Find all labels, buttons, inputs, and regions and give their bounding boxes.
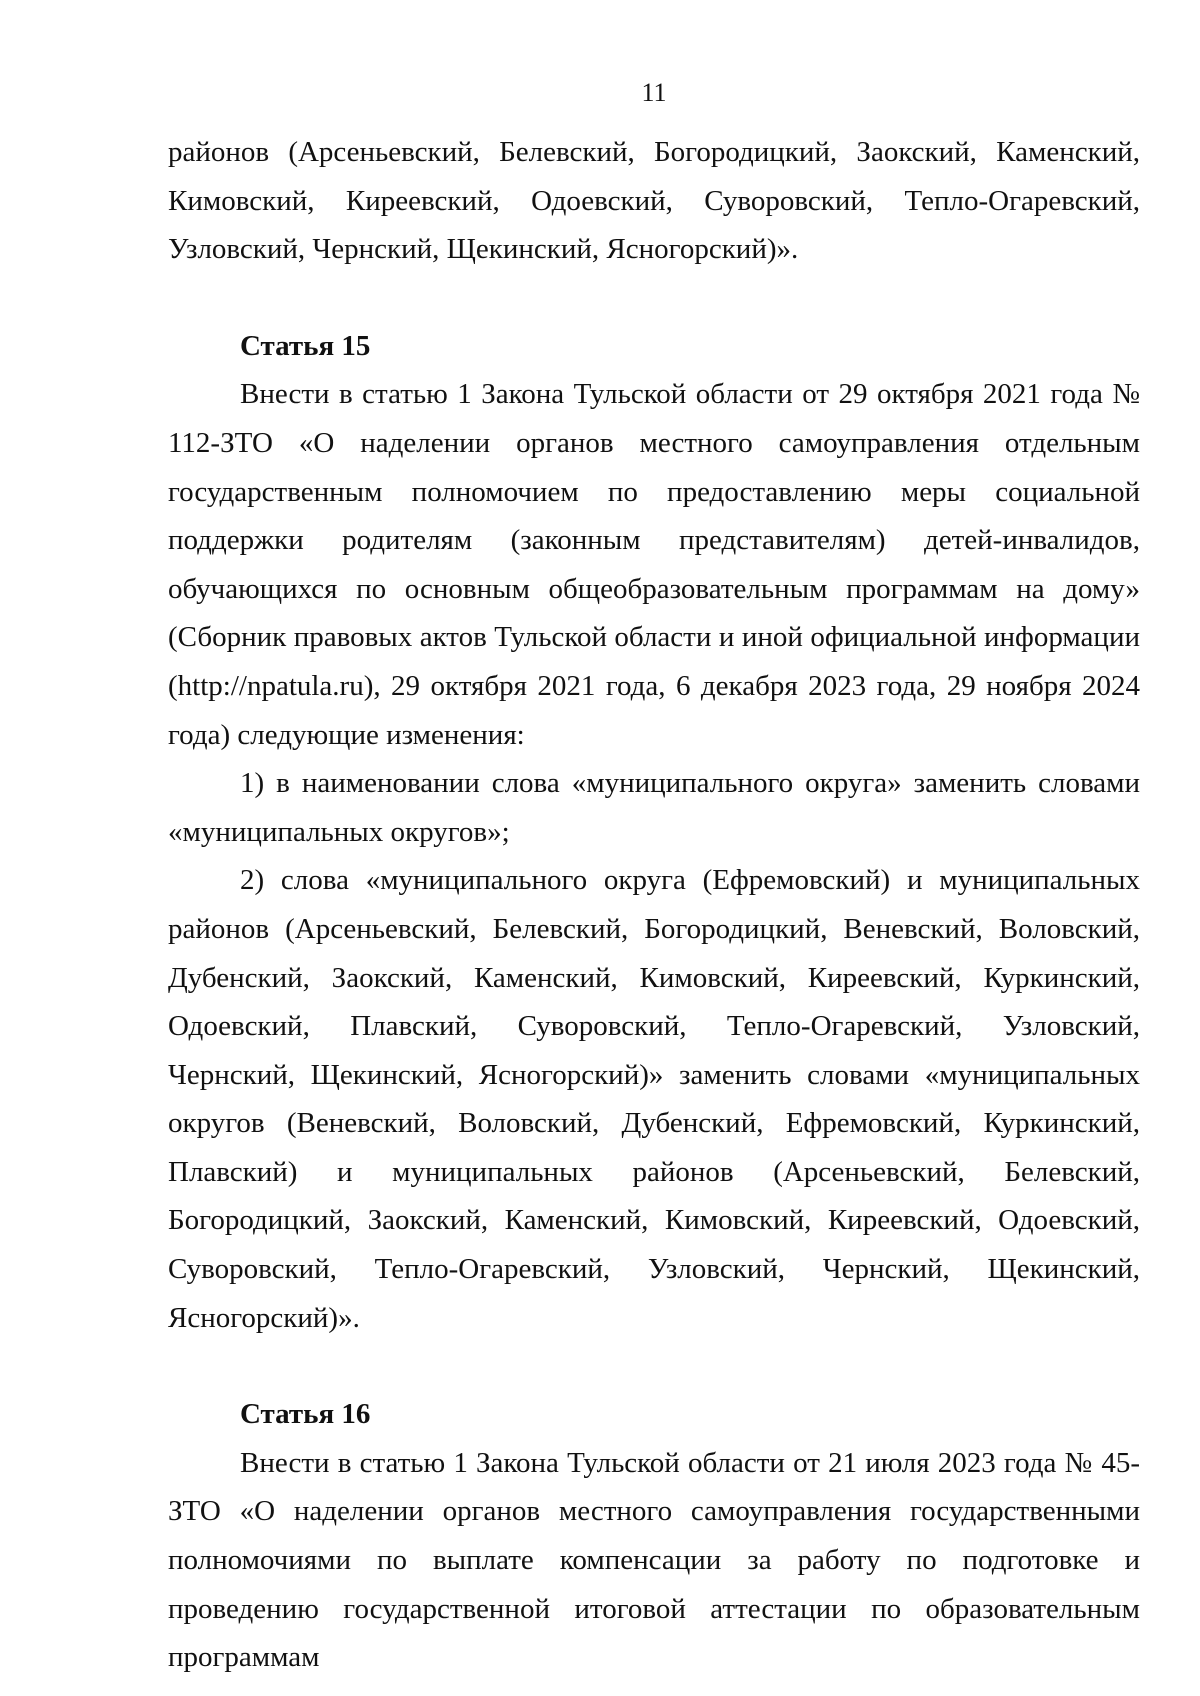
article-15-heading: Статья 15 xyxy=(240,329,371,362)
article-15-item-1: 1) в наименовании слова «муниципального округа» заменить словами «муниципальных округов»; xyxy=(168,767,1140,848)
document-body xyxy=(168,128,1140,1682)
article-16-heading: Статья 16 xyxy=(240,1398,371,1431)
document-page xyxy=(168,0,1140,1696)
spacer xyxy=(168,274,1140,322)
continuation-paragraph: районов (Арсеньевский, Белевский, Богородицкий, Заокский, Каменский, Кимовский, Киреевский, Одоевский, Суворовский, Тепло-Огаревский, Узловский, Чернский, Щекинский, Ясногорский)». xyxy=(168,136,1140,266)
article-16-intro: Внести в статью 1 Закона Тульской области от 21 июля 2023 года № 45-ЗТО «О наделении органов местного самоуправления государственными полномочиями по выплате компенсации за работу по подготовке и проведению государственной итоговой аттестации по образовательным программам xyxy=(168,1446,1140,1674)
spacer xyxy=(168,1342,1140,1390)
article-15-intro: Внести в статью 1 Закона Тульской области от 29 октября 2021 года № 112-ЗТО «О наделении органов местного самоуправления отдельным государственным полномочием по предоставлению меры социальной поддержки родителям (законным представителям) детей-инвалидов, обучающихся по основным общеобразовательным программам на дому» (Сборник правовых актов Тульской области и иной официальной информации (http://npatula.ru), 29 октября 2021 года, 6 декабря 2023 года, 29 ноября 2024 года) следующие изменения: xyxy=(168,378,1140,751)
page-number: 11 xyxy=(641,78,667,107)
article-15-item-2: 2) слова «муниципального округа (Ефремовский) и муниципальных районов (Арсеньевский, Белевский, Богородицкий, Веневский, Воловский, Дубенский, Заокский, Каменский, Кимовский, Киреевский, Куркинский, Одоевский, Плавский, Суворовский, Тепло-Огаревский, Узловский, Чернский, Щекинский, Ясногорский)» заменить словами «муниципальных округов (Веневский, Воловский, Дубенский, Ефремовский, Куркинский, Плавский) и муниципальных районов (Арсеньевский, Белевский, Богородицкий, Заокский, Каменский, Кимовский, Киреевский, Одоевский, Суворовский, Тепло-Огаревский, Узловский, Чернский, Щекинский, Ясногорский)». xyxy=(168,864,1140,1334)
